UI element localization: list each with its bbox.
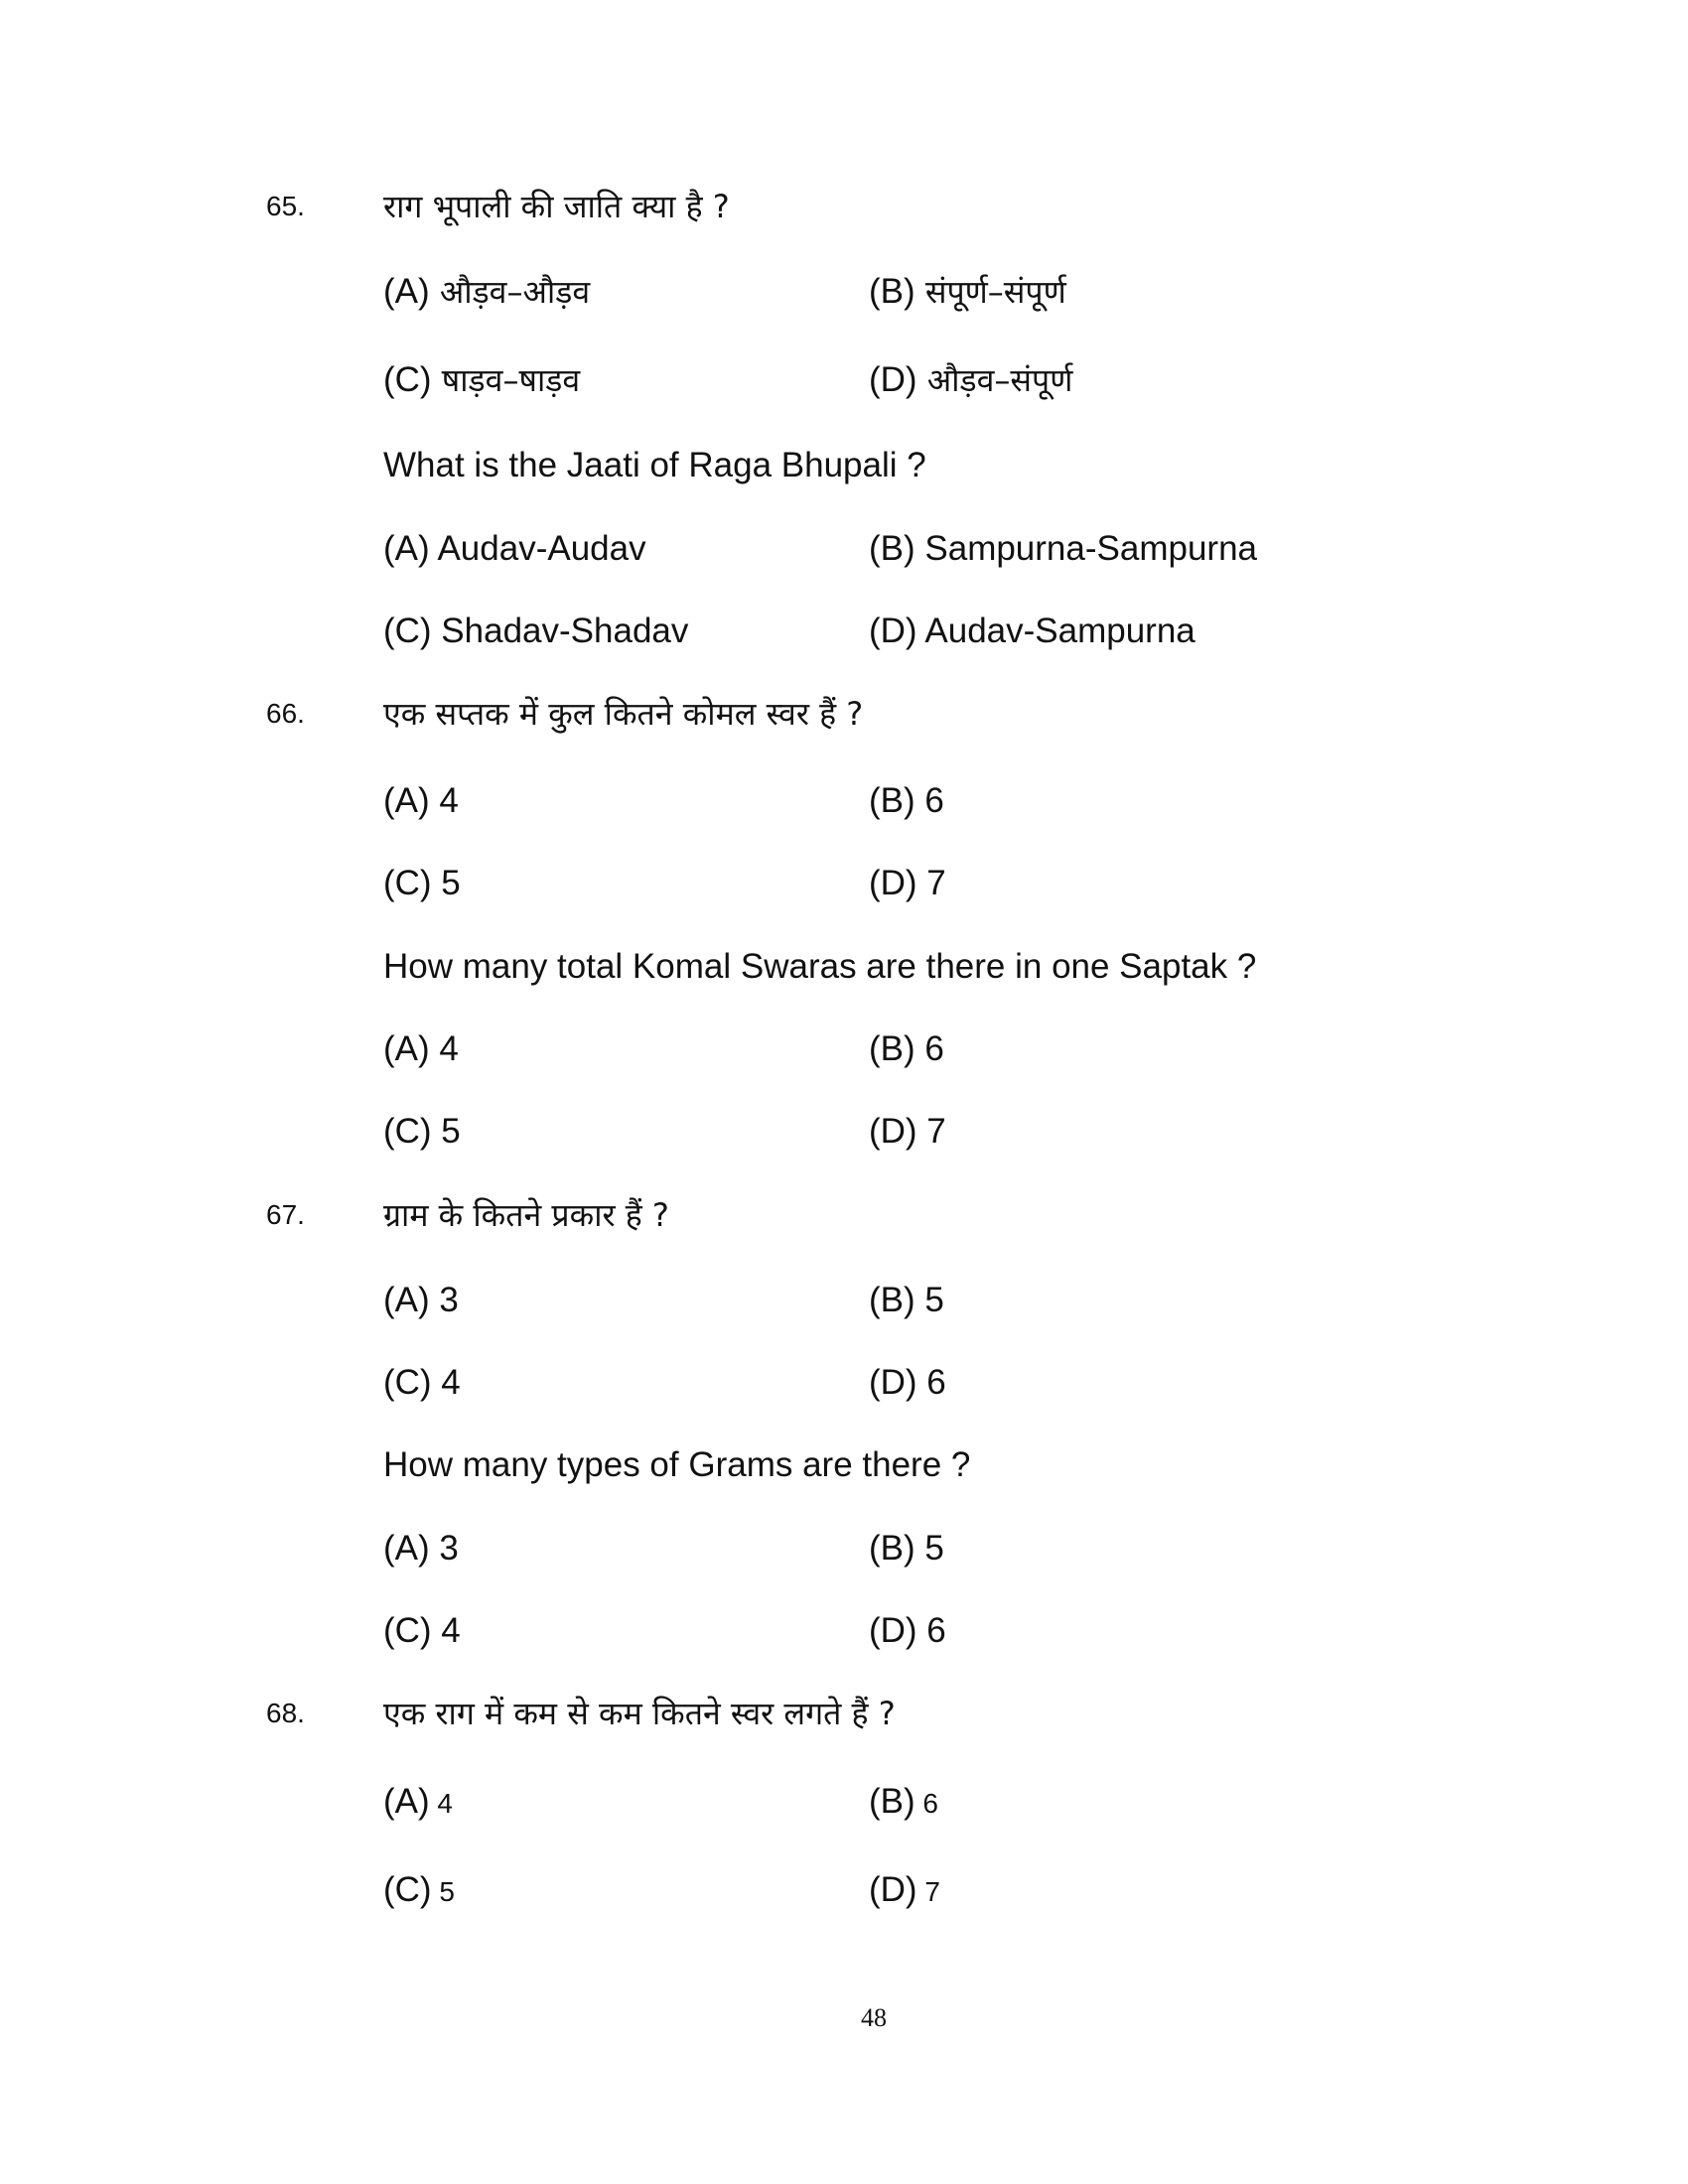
option: (B) 6 bbox=[869, 1782, 939, 1821]
option-row bbox=[0, 1606, 1688, 1656]
option: (B) 5 bbox=[869, 1281, 944, 1319]
page-number: 48 bbox=[861, 2003, 887, 2032]
option: (A) Audav-Audav bbox=[383, 529, 646, 568]
question-text: How many total Komal Swaras are there in one Saptak ? bbox=[383, 947, 1257, 986]
option: (C) Shadav-Shadav bbox=[383, 612, 689, 650]
question-number: 67. bbox=[266, 1199, 305, 1230]
question-text: What is the Jaati of Raga Bhupali ? bbox=[383, 446, 926, 484]
option: (C) 5 bbox=[383, 864, 461, 902]
question-line bbox=[0, 1190, 1688, 1240]
option-row bbox=[0, 1107, 1688, 1157]
question-text: एक राग में कम से कम कितने स्वर लगते हैं ? bbox=[383, 1695, 896, 1732]
option-row bbox=[0, 607, 1688, 656]
option: (D) 7 bbox=[869, 864, 946, 902]
option: (D) 7 bbox=[869, 1870, 940, 1909]
option: (A) 4 bbox=[383, 1782, 454, 1821]
option-row bbox=[0, 1524, 1688, 1573]
question-text: एक सप्तक में कुल कितने कोमल स्वर हैं ? bbox=[383, 695, 864, 733]
option-row bbox=[0, 776, 1688, 826]
option: (C) 4 bbox=[383, 1363, 461, 1402]
option: (A) 4 bbox=[383, 1029, 459, 1068]
option: (D) 7 bbox=[869, 1112, 946, 1151]
question-text: राग भूपाली की जाति क्या है ? bbox=[383, 188, 730, 225]
question-text: How many types of Grams are there ? bbox=[383, 1445, 971, 1484]
option: (B) संपूर्ण–संपूर्ण bbox=[869, 272, 1066, 311]
question-line bbox=[0, 1440, 1688, 1490]
question-line bbox=[0, 1689, 1688, 1738]
option: (B) 5 bbox=[869, 1529, 944, 1568]
option-row bbox=[0, 1358, 1688, 1408]
question-line bbox=[0, 942, 1688, 992]
option-row bbox=[0, 1865, 1688, 1915]
option: (B) 6 bbox=[869, 1029, 944, 1068]
option: (A) 3 bbox=[383, 1281, 459, 1319]
option: (B) Sampurna-Sampurna bbox=[869, 529, 1257, 568]
option-row bbox=[0, 267, 1688, 317]
option: (B) 6 bbox=[869, 781, 944, 820]
option: (A) औड़व–औड़व bbox=[383, 272, 591, 311]
option-row bbox=[0, 859, 1688, 908]
question-number: 66. bbox=[266, 698, 305, 729]
option: (C) 5 bbox=[383, 1112, 461, 1151]
question-number: 68. bbox=[266, 1698, 305, 1728]
option: (A) 3 bbox=[383, 1529, 459, 1568]
question-line bbox=[0, 182, 1688, 231]
option: (D) 6 bbox=[869, 1363, 946, 1402]
option: (D) 6 bbox=[869, 1611, 946, 1650]
option-row bbox=[0, 1777, 1688, 1827]
option-row bbox=[0, 1276, 1688, 1325]
option: (C) 4 bbox=[383, 1611, 461, 1650]
option: (C) षाड़व–षाड़व bbox=[383, 360, 581, 399]
question-text: ग्राम के कितने प्रकार हैं ? bbox=[383, 1196, 669, 1234]
option: (D) औड़व–संपूर्ण bbox=[869, 360, 1073, 399]
question-number: 65. bbox=[266, 191, 305, 221]
question-line bbox=[0, 689, 1688, 739]
question-line bbox=[0, 441, 1688, 490]
option-row bbox=[0, 355, 1688, 405]
option-row bbox=[0, 1024, 1688, 1074]
option: (D) Audav-Sampurna bbox=[869, 612, 1196, 650]
option: (A) 4 bbox=[383, 781, 459, 820]
option-row bbox=[0, 524, 1688, 574]
option: (C) 5 bbox=[383, 1870, 455, 1909]
